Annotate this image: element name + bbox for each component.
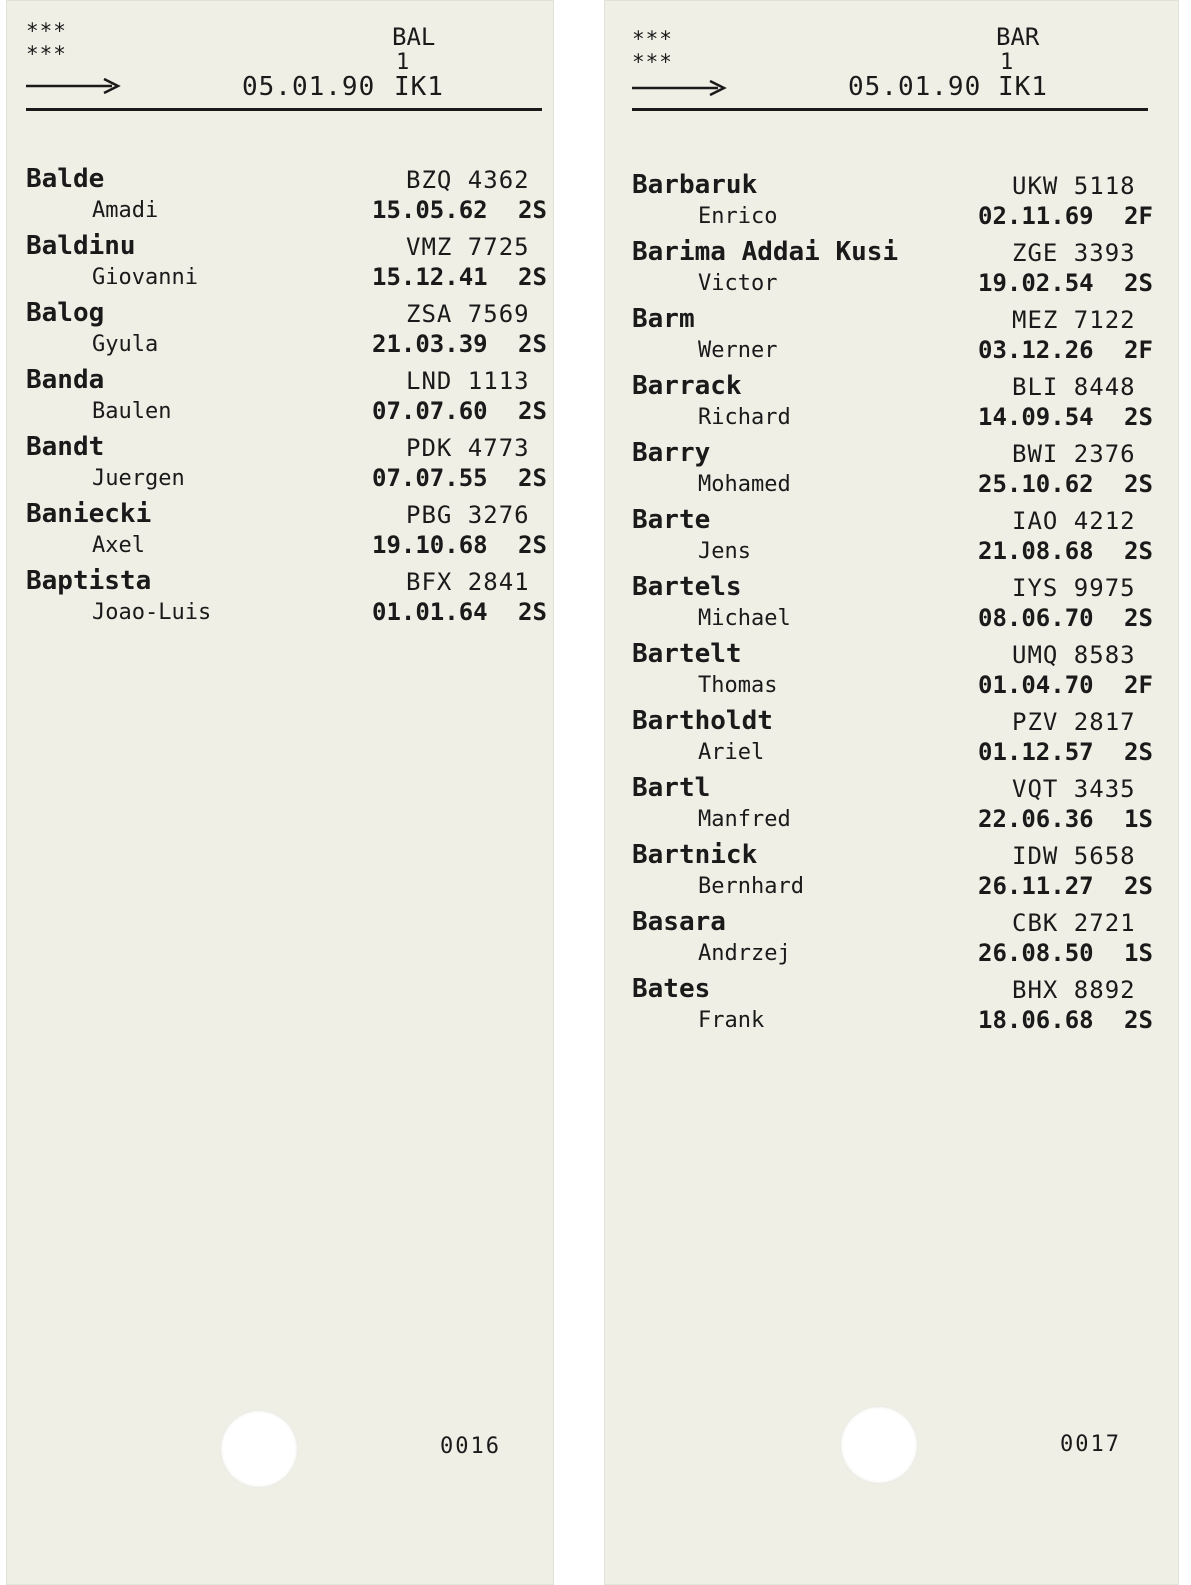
surname-label: Balog	[26, 298, 105, 328]
page-number: 0016	[440, 1434, 501, 1459]
birth-date: 14.09.54	[978, 403, 1094, 431]
plate-code: UMQ 8583	[1012, 641, 1136, 669]
surname-label: Baniecki	[26, 499, 152, 529]
class-code: 2S	[1124, 1006, 1153, 1034]
birth-date: 01.01.64	[372, 598, 488, 626]
card-code: BAR	[996, 23, 1040, 51]
class-code: 2F	[1124, 336, 1153, 364]
birth-date: 15.05.62	[372, 196, 488, 224]
plate-code: VQT 3435	[1012, 775, 1136, 803]
class-code: 2S	[518, 464, 547, 492]
header-rule	[632, 108, 1148, 111]
card-date: 05.01.90	[848, 72, 982, 102]
surname-label: Barte	[632, 505, 711, 535]
class-code: 1S	[1124, 805, 1153, 833]
plate-code: BZQ 4362	[406, 166, 530, 194]
first-name-label: Amadi	[92, 198, 159, 223]
class-code: 2S	[1124, 269, 1153, 297]
arrow-right-icon	[632, 78, 728, 98]
plate-code: PBG 3276	[406, 501, 530, 529]
first-name-label: Axel	[92, 533, 145, 558]
first-name-label: Joao-Luis	[92, 600, 212, 625]
arrow-right-icon	[26, 76, 122, 96]
surname-label: Baldinu	[26, 231, 136, 261]
header-stars: *** ***	[26, 19, 67, 66]
surname-label: Bandt	[26, 432, 105, 462]
first-name-label: Mohamed	[698, 472, 791, 497]
plate-code: ZSA 7569	[406, 300, 530, 328]
plate-code: VMZ 7725	[406, 233, 530, 261]
plate-code: BLI 8448	[1012, 373, 1136, 401]
class-code: 2F	[1124, 202, 1153, 230]
card-code: BAL	[392, 23, 436, 51]
card-number: 1	[396, 50, 410, 75]
header-stars: *** ***	[632, 27, 673, 74]
first-name-label: Werner	[698, 338, 778, 363]
class-code: 2S	[1124, 738, 1153, 766]
first-name-label: Gyula	[92, 332, 159, 357]
punch-hole	[220, 1410, 298, 1488]
plate-code: UKW 5118	[1012, 172, 1136, 200]
birth-date: 19.02.54	[978, 269, 1094, 297]
birth-date: 22.06.36	[978, 805, 1094, 833]
first-name-label: Ariel	[698, 740, 765, 765]
class-code: 2S	[518, 531, 547, 559]
class-code: 1S	[1124, 939, 1153, 967]
surname-label: Bartnick	[632, 840, 758, 870]
first-name-label: Frank	[698, 1008, 765, 1033]
surname-label: Basara	[632, 907, 726, 937]
surname-label: Barry	[632, 438, 711, 468]
surname-label: Bates	[632, 974, 711, 1004]
class-code: 2S	[518, 397, 547, 425]
first-name-label: Michael	[698, 606, 791, 631]
birth-date: 07.07.60	[372, 397, 488, 425]
birth-date: 18.06.68	[978, 1006, 1094, 1034]
birth-date: 01.12.57	[978, 738, 1094, 766]
first-name-label: Juergen	[92, 466, 185, 491]
class-code: 2S	[518, 196, 547, 224]
first-name-label: Enrico	[698, 204, 778, 229]
birth-date: 25.10.62	[978, 470, 1094, 498]
plate-code: BFX 2841	[406, 568, 530, 596]
card-office: IK1	[998, 72, 1048, 102]
plate-code: MEZ 7122	[1012, 306, 1136, 334]
birth-date: 08.06.70	[978, 604, 1094, 632]
class-code: 2S	[518, 263, 547, 291]
plate-code: BWI 2376	[1012, 440, 1136, 468]
class-code: 2S	[1124, 872, 1153, 900]
class-code: 2S	[518, 598, 547, 626]
plate-code: CBK 2721	[1012, 909, 1136, 937]
surname-label: Bartl	[632, 773, 711, 803]
first-name-label: Manfred	[698, 807, 791, 832]
surname-label: Barbaruk	[632, 170, 758, 200]
first-name-label: Victor	[698, 271, 778, 296]
class-code: 2S	[1124, 604, 1153, 632]
class-code: 2S	[1124, 403, 1153, 431]
surname-label: Bartels	[632, 572, 742, 602]
surname-label: Banda	[26, 365, 105, 395]
surname-label: Baptista	[26, 566, 152, 596]
header-rule	[26, 108, 542, 111]
surname-label: Barm	[632, 304, 695, 334]
card-date: 05.01.90	[242, 72, 376, 102]
first-name-label: Jens	[698, 539, 751, 564]
birth-date: 02.11.69	[978, 202, 1094, 230]
surname-label: Bartholdt	[632, 706, 773, 736]
birth-date: 26.11.27	[978, 872, 1094, 900]
first-name-label: Thomas	[698, 673, 778, 698]
card-office: IK1	[394, 72, 444, 102]
plate-code: PZV 2817	[1012, 708, 1136, 736]
plate-code: LND 1113	[406, 367, 530, 395]
first-name-label: Richard	[698, 405, 791, 430]
birth-date: 03.12.26	[978, 336, 1094, 364]
page-number: 0017	[1060, 1432, 1121, 1457]
birth-date: 21.08.68	[978, 537, 1094, 565]
plate-code: IYS 9975	[1012, 574, 1136, 602]
index-card-right	[604, 0, 1179, 1585]
plate-code: BHX 8892	[1012, 976, 1136, 1004]
first-name-label: Baulen	[92, 399, 172, 424]
first-name-label: Bernhard	[698, 874, 804, 899]
birth-date: 15.12.41	[372, 263, 488, 291]
surname-label: Barima Addai Kusi	[632, 237, 899, 267]
birth-date: 19.10.68	[372, 531, 488, 559]
birth-date: 21.03.39	[372, 330, 488, 358]
birth-date: 26.08.50	[978, 939, 1094, 967]
class-code: 2S	[518, 330, 547, 358]
class-code: 2S	[1124, 537, 1153, 565]
plate-code: ZGE 3393	[1012, 239, 1136, 267]
surname-label: Bartelt	[632, 639, 742, 669]
plate-code: IAO 4212	[1012, 507, 1136, 535]
birth-date: 07.07.55	[372, 464, 488, 492]
birth-date: 01.04.70	[978, 671, 1094, 699]
first-name-label: Giovanni	[92, 265, 198, 290]
class-code: 2S	[1124, 470, 1153, 498]
surname-label: Balde	[26, 164, 105, 194]
punch-hole	[840, 1406, 918, 1484]
surname-label: Barrack	[632, 371, 742, 401]
plate-code: IDW 5658	[1012, 842, 1136, 870]
class-code: 2F	[1124, 671, 1153, 699]
index-card-left	[6, 0, 554, 1585]
card-number: 1	[1000, 50, 1014, 75]
plate-code: PDK 4773	[406, 434, 530, 462]
first-name-label: Andrzej	[698, 941, 791, 966]
